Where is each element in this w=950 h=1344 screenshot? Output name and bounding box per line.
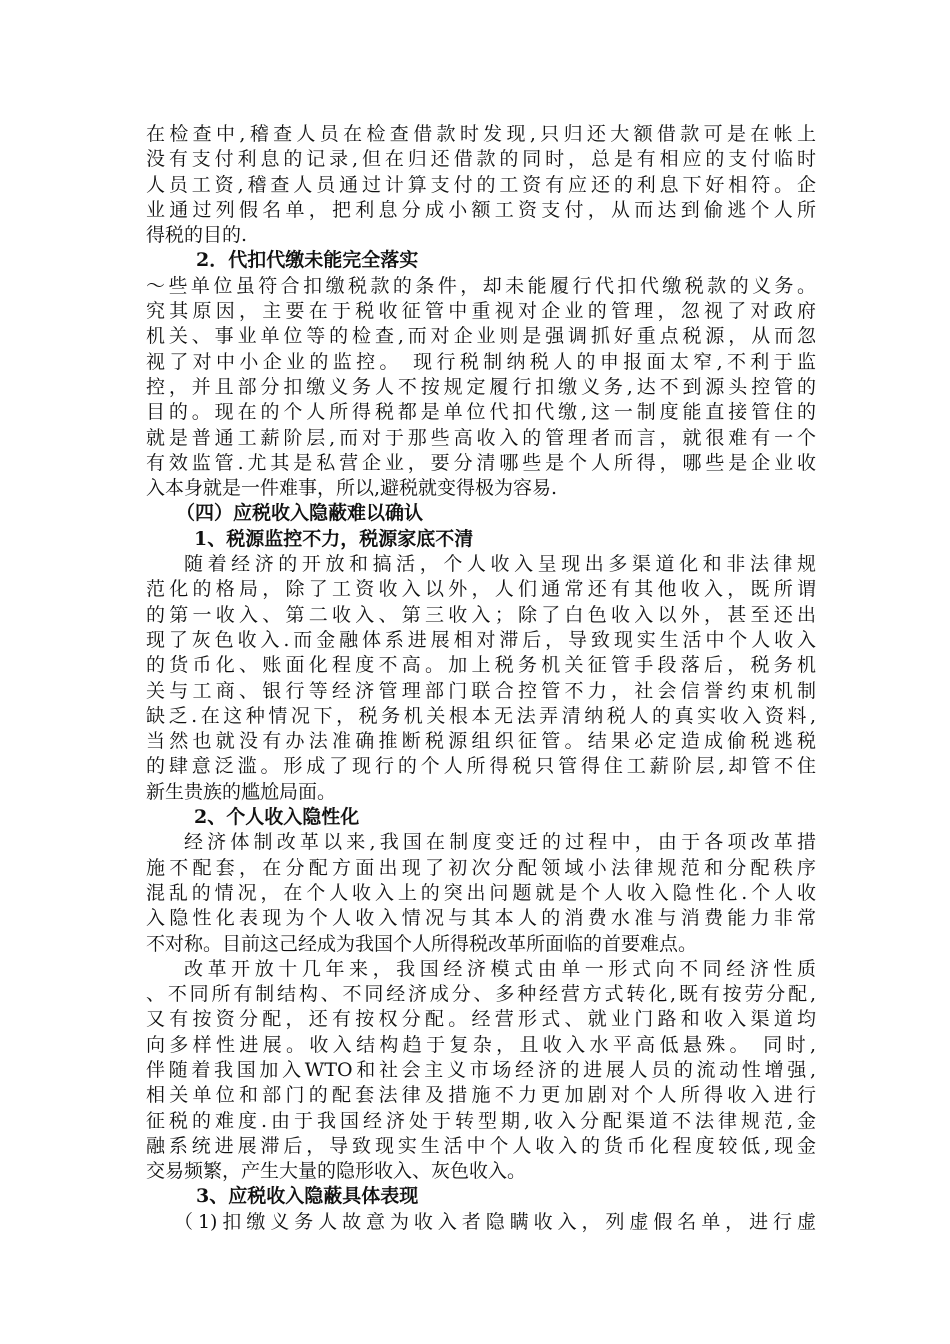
text-line: 在检查中,稽查人员在检查借款时发现,只归还大额借款可是在帐上 (146, 123, 816, 145)
text-line: 人员工资,稽查人员通过计算支付的工资有应还的利息下好相符。企 (146, 173, 816, 196)
text-line: 经济体制改革以来,我国在制度变迁的过程中，由于各项改革措 (184, 831, 816, 854)
text-line: 目的。现在的个人所得税都是单位代扣代缴,这一制度能直接管住的 (146, 401, 816, 424)
text-line: 入隐性化表现为个人收入情况与其本人的消费水准与消费能力非常 (146, 907, 816, 930)
text-line: 得税的目的. (146, 224, 248, 247)
section-heading: （四）应税收入隐蔽难以确认 (176, 502, 424, 525)
text-line: 融系统进展滞后，导致现实生活中个人收入的货币化程度较低,现金 (146, 1134, 816, 1157)
text-line: 就是普通工薪阶层,而对于那些高收入的管理者而言，就很难有一个 (146, 426, 816, 449)
text-line: 改革开放十几年来，我国经济模式由单一形式向不同经济性质 (184, 957, 816, 980)
text-line: 相关单位和部门的配套法律及措施不力更加剧对个人所得收入进行 (146, 1084, 816, 1107)
text-line: 不对称。目前这己经成为我国个人所得税改革所面临的首要难点。 (146, 932, 698, 955)
text-line: 交易频繁，产生大量的隐形收入、灰色收入。 (146, 1160, 527, 1183)
document-page (146, 122, 816, 1235)
text-line: 有效监管.尤其是私营企业，要分清哪些是个人所得，哪些是企业收 (146, 451, 816, 474)
text-line: 又有按资分配，还有按权分配。经营形式、就业门路和收入渠道均 (146, 1008, 816, 1031)
text-line: 施不配套，在分配方面出现了初次分配领域小法律规范和分配秩序 (146, 856, 816, 879)
text-line: 控，并且部分扣缴义务人不按规定履行扣缴义务,达不到源头控管的 (146, 375, 816, 398)
text-line: 的肆意泛滥。形成了现行的个人所得税只管得住工薪阶层,却管不住 (146, 755, 816, 778)
text-line: 范化的格局，除了工资收入以外，人们通常还有其他收入，既所谓 (146, 578, 816, 601)
text-line: 机关、事业单位等的检查,而对企业则是强调抓好重点税源，从而忽 (146, 325, 816, 348)
text-line: 混乱的情况，在个人收入上的突出问题就是个人收入隐性化.个人收 (146, 881, 816, 904)
section-heading: 2．代扣代缴未能完全落实 (196, 249, 419, 272)
text-line: ～些单位虽符合扣缴税款的条件，却未能履行代扣代缴税款的义务。 (146, 274, 816, 297)
text-line: 、不同所有制结构、不同经济成分、多种经营方式转化,既有按劳分配, (146, 983, 816, 1006)
text-line: （1)扣缴义务人故意为收入者隐瞒收入，列虚假名单，进行虚 (174, 1210, 816, 1233)
section-heading: 2、个人收入隐性化 (194, 806, 360, 829)
text-line: 新生贵族的尴尬局面。 (146, 780, 337, 803)
section-heading: 1、税源监控不力，税源家底不清 (194, 527, 474, 550)
text-line: 伴随着我国加入WTO和社会主义市场经济的进展人员的流动性增强, (146, 1058, 816, 1081)
text-line: 缺乏.在这种情况下，税务机关根本无法弄清纳税人的真实收入资料, (146, 704, 816, 727)
text-line: 随着经济的开放和搞活，个人收入呈现出多渠道化和非法律规 (184, 553, 816, 576)
section-heading: 3、应税收入隐蔽具体表现 (196, 1185, 419, 1208)
text-line: 业通过列假名单，把利息分成小额工资支付，从而达到偷逃个人所 (146, 198, 816, 221)
text-line: 视了对中小企业的监控。 现行税制纳税人的申报面太窄,不利于监 (146, 350, 816, 373)
text-line: 究其原因，主要在于税收征管中重视对企业的管理，忽视了对政府 (146, 300, 816, 323)
text-line: 的货币化、账面化程度不高。加上税务机关征管手段落后，税务机 (146, 654, 816, 677)
text-line: 当然也就没有办法准确推断税源组织征管。结果必定造成偷税逃税 (146, 730, 816, 753)
text-line: 关与工商、银行等经济管理部门联合控管不力，社会信誉约束机制 (146, 679, 816, 702)
text-line: 征税的难度.由于我国经济处于转型期,收入分配渠道不法律规范,金 (146, 1109, 816, 1132)
text-line: 没有支付利息的记录,但在归还借款的同时，总是有相应的支付临时 (146, 148, 816, 171)
text-line: 现了灰色收入.而金融体系进展相对滞后，导致现实生活中个人收入 (146, 628, 816, 651)
text-line: 入本身就是一件难事，所以,避税就变得极为容易. (146, 477, 558, 500)
text-line: 向多样性进展。收入结构趋于复杂，且收入水平高低悬殊。 同时, (146, 1033, 816, 1056)
text-line: 的第一收入、第二收入、第三收入；除了白色收入以外，甚至还出 (146, 603, 816, 626)
